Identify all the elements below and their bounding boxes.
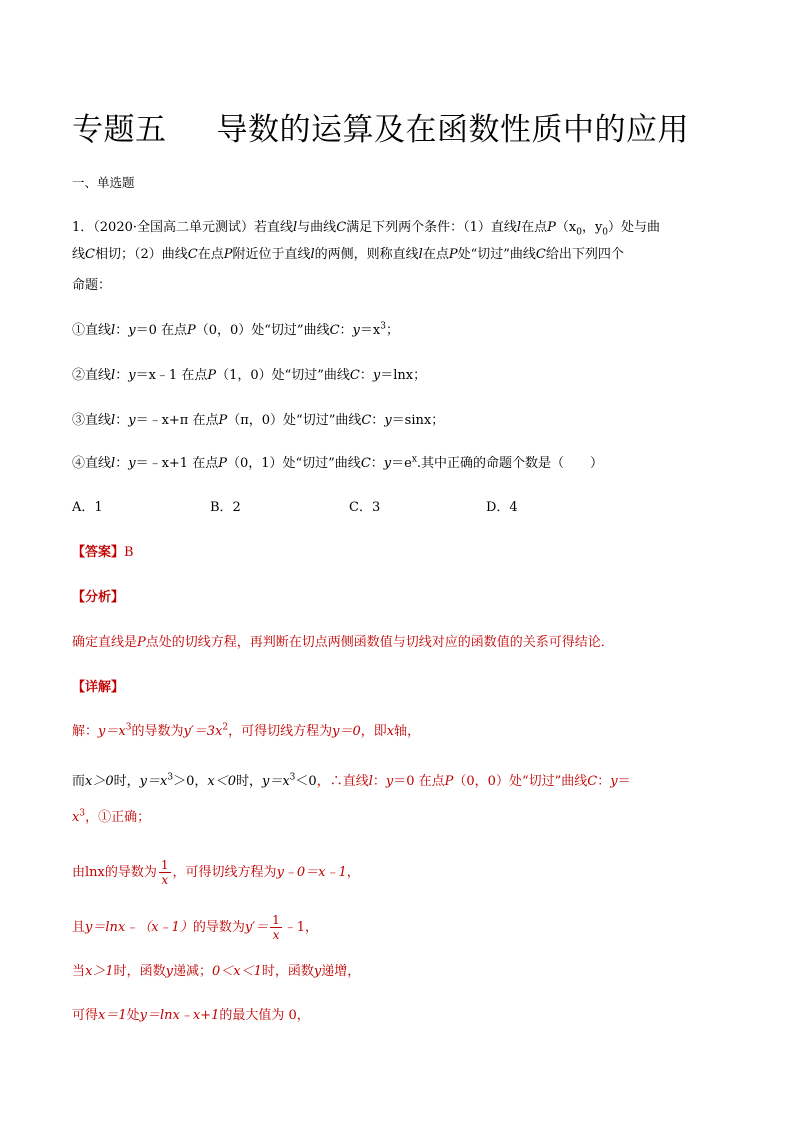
answer-label: 【答案】 [72,545,125,560]
detail-label: 【详解】 [72,680,125,695]
question-line-1: 1．（2020·全国高二单元测试）若直线l与曲线C满足下列两个条件：（1）直线l在点$P(x_0$，$y_0$）处与曲 [72,220,661,238]
answer-value: B [124,545,134,560]
analysis-text: 确定直线是P点处的切线方程，再判断在切点两侧函数值与切线对应的函数值的关系可得结论． [72,635,614,650]
option-b: B．2 [210,500,241,515]
proposition-2: ②直线l：y＝x﹣1 在点P（1，0）处“切过”曲线C：y＝lnx； [72,368,427,383]
detail-line-4: 由lnx的导数为 $\frac{1}{x}$ ，可得切线方程为y﹣0＝x﹣1， [72,858,360,887]
title-main: 导数的运算及在函数性质中的应用 [216,112,689,148]
option-c: C．3 [349,500,381,515]
fraction-1-over-x-2: $\frac{1}{x}$ [272,913,280,942]
detail-line-3: $x^3$，①正确； [72,808,151,825]
section-heading: 一、单选题 [72,175,135,190]
question-line-3: 命题： [72,278,112,293]
page-title [72,108,752,152]
detail-line-6: 当x＞1时，函数y递减；0＜x＜1时，函数y递增， [72,964,361,979]
fraction-1-over-x: $\frac{1}{x}$ [160,858,169,887]
question-line-2: 线C相切；（2）曲线C在点P附近位于直线l的两侧，则称直线l在点P处“切过”曲线C给出下列四个 [72,247,624,262]
proposition-3: ③直线l：y＝﹣x+π 在点P（π，0）处“切过”曲线C：y＝sinx； [72,413,445,428]
option-a: A．1 [72,500,103,515]
detail-line-2: 而x＞0时，$y=x^3>0$，x＜0时，$y=x^3<0$，∴直线l：y＝0 在点P（0，0）处“切过”曲线C：y＝ [72,772,631,789]
proposition-4: ④直线l：y＝﹣x+1 在点P（0，1）处“切过”曲线C：$y=e^x$.其中正确的命题个数是（ ） [72,454,604,471]
detail-line-1: 解：$y=x^3$的导数为$y'=3x^2$，可得切线方程为y＝0，即x轴， [72,722,421,739]
option-d: D．4 [486,500,518,515]
proposition-1: ①直线l：y＝0 在点P（0，0）处“切过”曲线C：$y=x^3$； [72,321,399,338]
answer-line [72,543,134,563]
analysis-label: 【分析】 [72,590,125,605]
title-prefix: 专题五 [72,112,167,148]
detail-line-5: 且y＝lnx﹣（x﹣1）的导数为y′＝ $\frac{1}{x}$ ﹣1， [72,913,319,942]
detail-line-7: 可得x＝1处y＝lnx﹣x+1的最大值为 0， [72,1008,310,1023]
